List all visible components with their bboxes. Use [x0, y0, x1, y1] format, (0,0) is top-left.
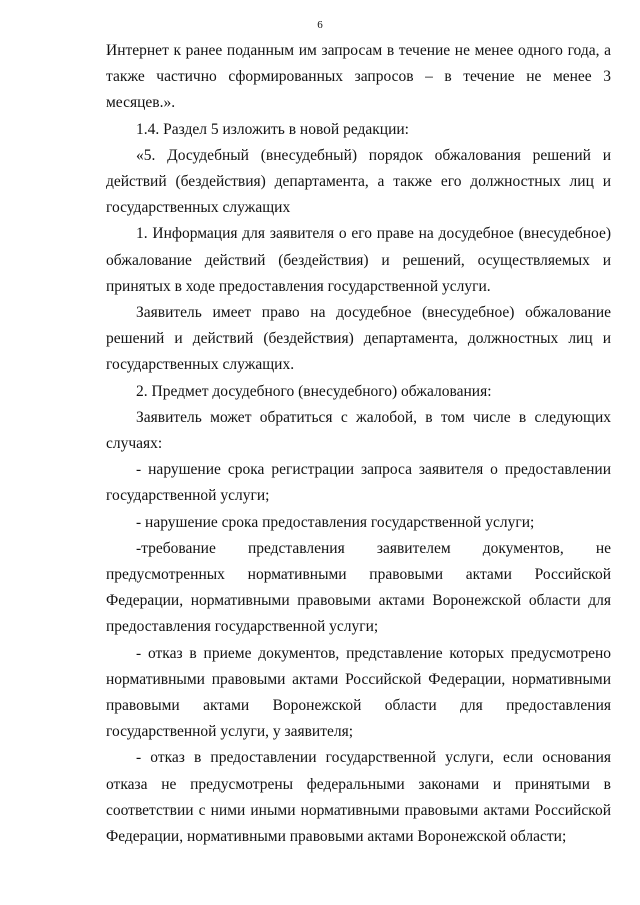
page-number: 6 — [317, 19, 323, 31]
paragraph: - нарушение срока регистрации запроса заявителя о предоставлении государственной услуги; — [106, 461, 611, 505]
paragraph: - отказ в приеме документов, представление которых предусмотрено нормативными правовыми актами Российской Федерации, нормативными правовыми актами Воронежской области для предоставления государственной услуги, у заявителя; — [106, 644, 611, 741]
paragraph: 1. Информация для заявителя о его праве на досудебное (внесудебное) обжалование действий (бездействия) и решений, осуществляемых и принятых в ходе предоставления государственной услуги. — [106, 225, 611, 295]
paragraph: Заявитель имеет право на досудебное (внесудебное) обжалование решений и действий (бездействия) департамента, должностных лиц и государственных служащих. — [106, 304, 611, 374]
paragraph: 2. Предмет досудебного (внесудебного) обжалования: — [136, 382, 492, 400]
paragraph: «5. Досудебный (внесудебный) порядок обжалования решений и действий (бездействия) департамента, а также его должностных лиц и государственных служащих — [106, 146, 611, 217]
paragraph: -требование представления заявителем документов, не предусмотренных нормативными правовыми актами Российской Федерации, нормативными правовыми актами Воронежской области для предоставления государственной услуги; — [106, 539, 611, 636]
paragraph: Заявитель может обратиться с жалобой, в том числе в следующих случаях: — [106, 408, 611, 453]
paragraph: - отказ в предоставлении государственной услуги, если основания отказа не предусмотрены федеральными законами и принятыми в соответствии с ними иными нормативными правовыми актами Российской Федерации, нормативными правовыми актами Воронежской области; — [106, 749, 611, 846]
document-body — [106, 38, 611, 850]
paragraph: 1.4. Раздел 5 изложить в новой редакции: — [136, 120, 409, 138]
paragraph: - нарушение срока предоставления государственной услуги; — [136, 513, 535, 531]
paragraph: Интернет к ранее поданным им запросам в течение не менее одного года, а также частично сформированных запросов – в течение не менее 3 месяцев.». — [106, 42, 611, 112]
